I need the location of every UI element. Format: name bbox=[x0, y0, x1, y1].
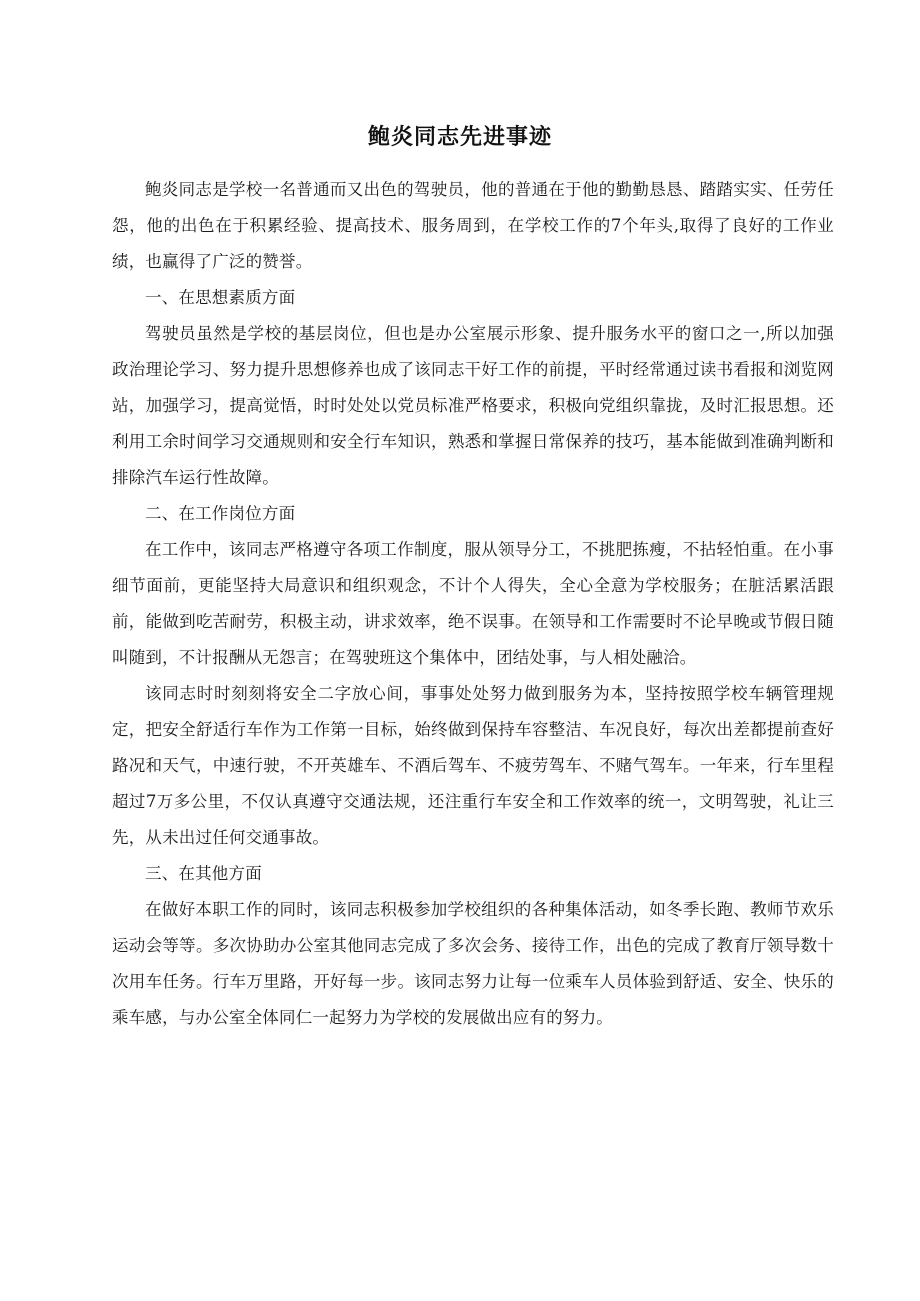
safety-paragraph: 该同志时时刻刻将安全二字放心间，事事处处努力做到服务为本，坚持按照学校车辆管理规定，把安全舒适行车作为工作第一目标，始终做到保持车容整洁、车况良好，每次出差都提前查好路况和天气，中速行驶，不开英雄车、不酒后驾车、不疲劳驾车、不赌气驾车。一年来，行车里程超过7万多公里，不仅认真遵守交通法规，还注重行车安全和工作效率的统一，文明驾驶，礼让三先，从未出过任何交通事故。 bbox=[112, 684, 834, 847]
document-body bbox=[112, 172, 834, 1036]
section-heading-ideology: 一、在思想素质方面 bbox=[145, 288, 296, 307]
document-title: 鲍炎同志先进事迹 bbox=[367, 125, 552, 150]
work-post-paragraph: 在工作中，该同志严格遵守各项工作制度，服从领导分工，不挑肥拣瘦，不拈轻怕重。在小事细节面前，更能坚持大局意识和组织观念，不计个人得失，全心全意为学校服务；在脏活累活跟前，能做到吃苦耐劳，积极主动，讲求效率，绝不误事。在领导和工作需要时不论早晚或节假日随叫随到，不计报酬从无怨言；在驾驶班这个集体中，团结处事，与人相处融洽。 bbox=[112, 540, 834, 667]
other-paragraph: 在做好本职工作的同时，该同志积极参加学校组织的各种集体活动，如冬季长跑、教师节欢乐运动会等等。多次协助办公室其他同志完成了多次会务、接待工作，出色的完成了教育厅领导数十次用车任务。行车万里路，开好每一步。该同志努力让每一位乘车人员体验到舒适、安全、快乐的乘车感，与办公室全体同仁一起努力为学校的发展做出应有的努力。 bbox=[112, 900, 834, 1027]
ideology-paragraph: 驾驶员虽然是学校的基层岗位，但也是办公室展示形象、提升服务水平的窗口之一,所以加强政治理论学习、努力提升思想修养也成了该同志干好工作的前提，平时经常通过读书看报和浏览网站，加强学习，提高觉悟，时时处处以党员标准严格要求，积极向党组织靠拢，及时汇报思想。还利用工余时间学习交通规则和安全行车知识，熟悉和掌握日常保养的技巧，基本能做到准确判断和排除汽车运行性故障。 bbox=[112, 324, 834, 487]
intro-paragraph: 鲍炎同志是学校一名普通而又出色的驾驶员，他的普通在于他的勤勤恳恳、踏踏实实、任劳任怨，他的出色在于积累经验、提高技术、服务周到，在学校工作的7个年头,取得了良好的工作业绩，也赢得了广泛的赞誉。 bbox=[112, 180, 834, 271]
section-heading-other: 三、在其他方面 bbox=[145, 864, 262, 883]
section-heading-work-post: 二、在工作岗位方面 bbox=[145, 504, 296, 523]
